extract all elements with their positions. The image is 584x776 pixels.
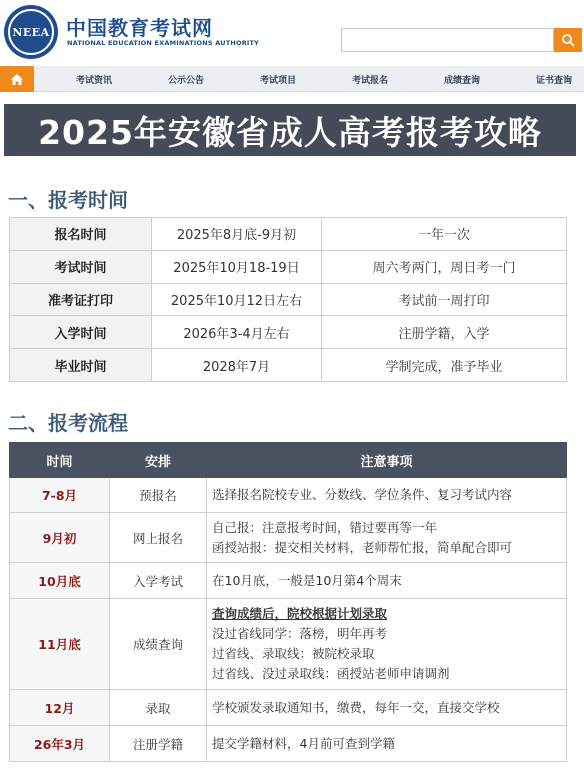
note-line-emphasis: 查询成绩后，院校根据计划录取 <box>212 606 388 621</box>
row-time: 26年3月 <box>10 726 110 762</box>
section-heading-schedule: 一、报考时间 <box>8 188 128 212</box>
neea-logo[interactable] <box>4 5 58 59</box>
note-line: 过省线、没过录取线：函授站老师申请调剂 <box>212 666 450 681</box>
row-label: 毕业时间 <box>10 349 152 382</box>
row-label: 准考证打印 <box>10 283 152 316</box>
note-line: 学校颁发录取通知书，缴费，每年一交，直接交学校 <box>212 699 500 715</box>
row-label: 入学时间 <box>10 316 152 349</box>
row-notes <box>207 599 567 690</box>
row-note: 注册学籍，入学 <box>322 316 567 349</box>
row-notes <box>207 513 567 563</box>
row-notes <box>207 563 567 599</box>
site-subtitle: NATIONAL EDUCATION EXAMINATIONS AUTHORITY <box>67 39 260 47</box>
table-header-row <box>10 443 567 478</box>
site-header <box>0 0 584 66</box>
note-line: 在10月底，一般是10月第4个周末 <box>212 572 402 588</box>
search-button[interactable] <box>554 28 582 52</box>
process-table <box>9 442 567 762</box>
home-button[interactable] <box>0 66 34 92</box>
schedule-table <box>9 217 567 382</box>
site-name[interactable]: 中国教育考试网 <box>66 16 213 40</box>
nav-item-announcements[interactable]: 公示公告 <box>168 76 205 86</box>
table-row <box>10 726 567 762</box>
title-banner <box>4 104 576 156</box>
row-notes <box>207 726 567 762</box>
row-time: 7-8月 <box>10 478 110 513</box>
row-note: 周六考两门，周日考一门 <box>322 250 567 283</box>
note-line: 提交学籍材料，4月前可查到学籍 <box>212 735 395 751</box>
row-date: 2028年7月 <box>152 349 322 382</box>
table-row <box>10 599 567 690</box>
nav-item-score-query[interactable]: 成绩查询 <box>444 76 481 86</box>
logo-text: NEEA <box>12 25 50 39</box>
table-row <box>10 283 567 316</box>
note-line: 函授站报：提交相关材料，老师帮忙报，简单配合即可 <box>212 539 513 555</box>
row-time: 9月初 <box>10 513 110 563</box>
row-date: 2025年10月12日左右 <box>152 283 322 316</box>
nav-item-exam-projects[interactable]: 考试项目 <box>260 76 297 86</box>
row-notes <box>207 690 567 726</box>
note-line: 选择报名院校专业、分数线、学位条件、复习考试内容 <box>212 487 513 502</box>
table-row <box>10 250 567 283</box>
row-arrangement: 入学考试 <box>110 563 207 599</box>
nav-item-registration[interactable]: 考试报名 <box>352 76 389 86</box>
nav-item-exam-news[interactable]: 考试资讯 <box>76 76 113 86</box>
home-icon <box>10 73 24 86</box>
row-time: 10月底 <box>10 563 110 599</box>
row-date: 2025年10月18-19日 <box>152 250 322 283</box>
row-time: 11月底 <box>10 599 110 690</box>
table-row <box>10 690 567 726</box>
table-row <box>10 316 567 349</box>
search-icon <box>561 33 575 47</box>
row-time: 12月 <box>10 690 110 726</box>
table-row <box>10 218 567 251</box>
row-date: 2025年8月底-9月初 <box>152 218 322 251</box>
column-header-time: 时间 <box>10 443 110 478</box>
logo-ring <box>8 9 54 55</box>
row-arrangement: 预报名 <box>110 478 207 513</box>
row-notes <box>207 478 567 513</box>
row-label: 报名时间 <box>10 218 152 251</box>
table-row <box>10 478 567 513</box>
page-title: 2025年安徽省成人高考报考攻略 <box>38 112 542 152</box>
note-line: 没过省线同学：落榜，明年再考 <box>212 626 388 641</box>
row-label: 考试时间 <box>10 250 152 283</box>
row-note: 考试前一周打印 <box>322 283 567 316</box>
table-row <box>10 349 567 382</box>
note-line: 过省线、录取线：被院校录取 <box>212 646 375 661</box>
row-arrangement: 成绩查询 <box>110 599 207 690</box>
main-nav <box>0 66 584 92</box>
column-header-arrangement: 安排 <box>110 443 207 478</box>
row-arrangement: 网上报名 <box>110 513 207 563</box>
table-row <box>10 513 567 563</box>
row-arrangement: 注册学籍 <box>110 726 207 762</box>
section-heading-process: 二、报考流程 <box>8 411 128 435</box>
row-arrangement: 录取 <box>110 690 207 726</box>
nav-item-certificate-query[interactable]: 证书查询 <box>536 76 573 86</box>
column-header-notes: 注意事项 <box>207 443 567 478</box>
row-date: 2026年3-4月左右 <box>152 316 322 349</box>
row-note: 学制完成，准予毕业 <box>322 349 567 382</box>
note-line: 自己报：注意报考时间，错过要再等一年 <box>212 519 438 535</box>
table-row <box>10 563 567 599</box>
search-input[interactable] <box>341 28 554 52</box>
row-note: 一年一次 <box>322 218 567 251</box>
